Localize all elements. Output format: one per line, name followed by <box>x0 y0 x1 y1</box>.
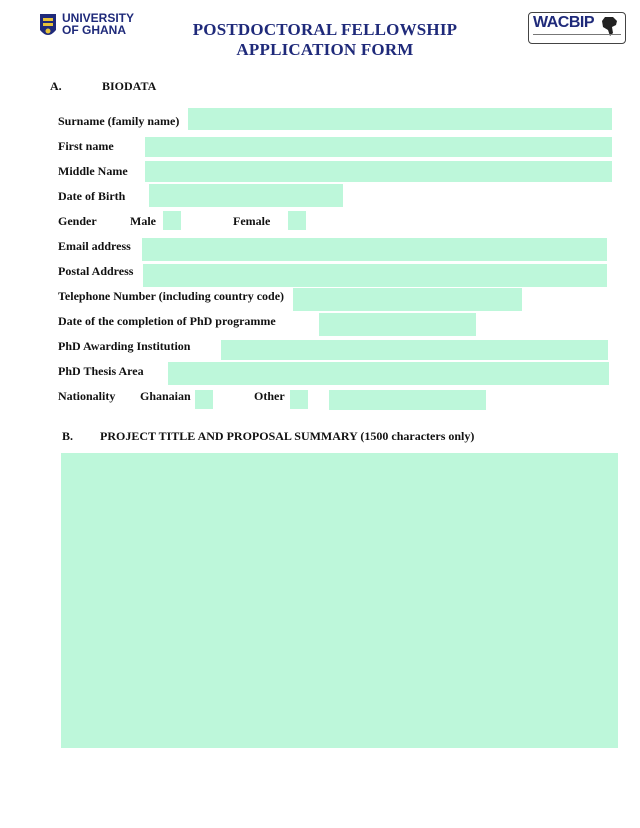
gender-label: Gender <box>58 214 97 228</box>
phd-institution-input[interactable] <box>221 340 608 360</box>
wacbip-logo <box>528 12 626 44</box>
telephone-label: Telephone Number (including country code) <box>58 289 285 303</box>
dob-label: Date of Birth <box>58 189 126 203</box>
phd-thesis-input[interactable] <box>168 362 609 385</box>
male-label: Male <box>130 214 156 228</box>
phd-institution-label: PhD Awarding Institution <box>58 339 191 353</box>
dob-input[interactable] <box>149 184 343 207</box>
first-name-input[interactable] <box>145 137 612 157</box>
ghanaian-checkbox[interactable] <box>195 390 213 409</box>
other-checkbox[interactable] <box>290 390 308 409</box>
wacbip-logo-rule <box>533 34 621 35</box>
university-name-line1: UNIVERSITY <box>62 11 135 25</box>
proposal-summary-textarea[interactable] <box>61 453 618 748</box>
postal-address-label: Postal Address <box>58 264 134 278</box>
section-a-heading: BIODATA <box>102 79 157 93</box>
ghanaian-label: Ghanaian <box>140 389 191 403</box>
telephone-input[interactable] <box>293 288 522 311</box>
wacbip-logo-text: WACBIP <box>533 14 594 31</box>
male-checkbox[interactable] <box>163 211 181 230</box>
phd-thesis-label: PhD Thesis Area <box>58 364 144 378</box>
section-a-letter: A. <box>50 79 62 93</box>
female-checkbox[interactable] <box>288 211 306 230</box>
form-title: POSTDOCTORAL FELLOWSHIP APPLICATION FORM <box>192 20 458 59</box>
surname-label: Surname (family name) <box>58 114 180 128</box>
surname-input[interactable] <box>188 108 612 130</box>
phd-completion-label: Date of the completion of PhD programme <box>58 314 276 328</box>
university-of-ghana-logo <box>38 12 138 42</box>
postal-address-input[interactable] <box>143 264 607 287</box>
phd-completion-input[interactable] <box>319 313 476 336</box>
section-b-heading: PROJECT TITLE AND PROPOSAL SUMMARY (1500 characters only) <box>100 429 475 443</box>
section-b-letter: B. <box>62 429 74 443</box>
university-name-line2: OF GHANA <box>62 23 126 37</box>
crest-icon <box>38 12 58 42</box>
email-input[interactable] <box>142 238 607 261</box>
female-label: Female <box>233 214 271 228</box>
university-name <box>62 12 134 36</box>
middle-name-input[interactable] <box>145 161 612 182</box>
middle-name-label: Middle Name <box>58 164 128 178</box>
first-name-label: First name <box>58 139 114 153</box>
other-nationality-input[interactable] <box>329 390 486 410</box>
nationality-label: Nationality <box>58 389 116 403</box>
email-label: Email address <box>58 239 131 253</box>
other-label: Other <box>254 389 285 403</box>
